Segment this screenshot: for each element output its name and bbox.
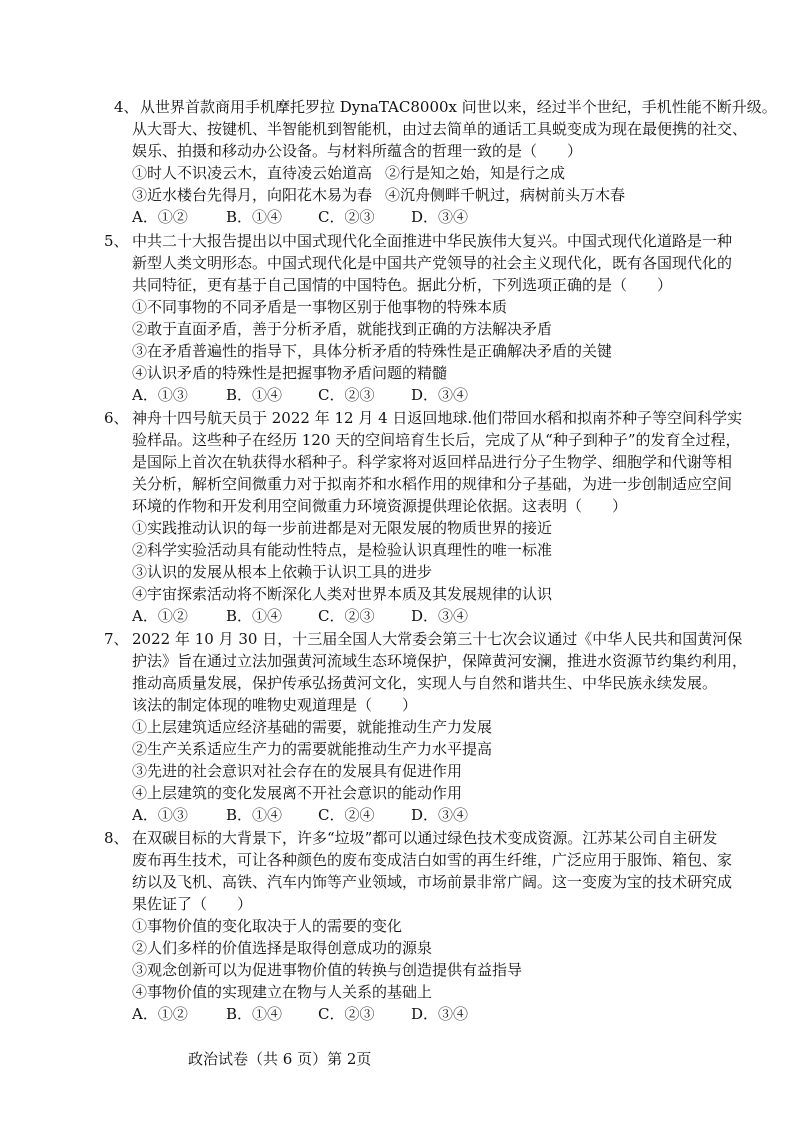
question-stem-line: 护法》旨在通过立法加强黄河流域生态环境保护，保障黄河安澜，推进水资源节约集约利用， (132, 652, 748, 670)
question-stem-line: 从大哥大、按键机、半智能机到智能机，由过去简单的通话工具蜕变成为现在最便携的社交、 (132, 120, 748, 138)
answer-choice-b: B．①④ (226, 1005, 283, 1023)
option-item: ②敢于直面矛盾，善于分析矛盾，就能找到正确的方法解决矛盾 (132, 320, 553, 338)
option-item: ③近水楼台先得月，向阳花木易为春 (132, 186, 373, 204)
question-stem-line: 环境的作物和开发利用空间微重力环境资源提供理论依据。这表明（ ） (132, 497, 628, 515)
question-number: 4、 (114, 98, 139, 116)
option-item: ①不同事物的不同矛盾是一事物区别于他事物的特殊本质 (132, 298, 508, 316)
answer-choice-a: A．①② (132, 1005, 188, 1023)
option-item: ③观念创新可以为促进事物价值的转换与创造提供有益指导 (132, 961, 523, 979)
option-item: ④事物价值的实现建立在物与人关系的基础上 (132, 983, 433, 1001)
question-stem-line: 关分析，解析空间微重力对于拟南芥和水稻作用的规律和分子基础，为进一步创制适应空间 (132, 475, 733, 493)
option-item: ④认识矛盾的特殊性是把握事物矛盾问题的精髓 (132, 364, 448, 382)
question-stem-line: 纺以及飞机、高铁、汽车内饰等产业领域，市场前景非常广阔。这一变废为宝的技术研究成 (132, 873, 733, 891)
answer-choice-c: C．②④ (318, 806, 375, 824)
option-item: ④宇宙探索活动将不断深化人类对世界本质及其发展规律的认识 (132, 585, 553, 603)
answer-choice-b: B．①④ (226, 806, 283, 824)
answer-choice-d: D．③④ (411, 208, 469, 226)
answer-choice-a: A．①② (132, 607, 188, 625)
answer-choices (132, 605, 468, 627)
answer-choices (132, 804, 468, 826)
question-stem-line: 新型人类文明形态。中国式现代化是中国共产党领导的社会主义现代化，既有各国现代化的 (132, 254, 733, 272)
question-number: 7、 (104, 630, 129, 648)
answer-choices (132, 384, 468, 406)
question-stem-line: 废布再生技术，可让各种颜色的废布变成洁白如雪的再生纤维，广泛应用于服饰、箱包、家 (132, 851, 733, 869)
option-item: ①事物价值的变化取决于人的需要的变化 (132, 917, 403, 935)
option-item: ③认识的发展从根本上依赖于认识工具的进步 (132, 563, 433, 581)
page-footer: 政治试卷（共 6 页）第 2页 (188, 1050, 372, 1068)
answer-choice-d: D．③④ (411, 607, 469, 625)
question-stem-line: 该法的制定体现的唯物史观道理是（ ） (132, 696, 418, 714)
answer-choice-b: B．①④ (226, 386, 283, 404)
answer-choice-b: B．①④ (226, 208, 283, 226)
answer-choices (132, 1003, 468, 1025)
option-item: ①上层建筑适应经济基础的需要，就能推动生产力发展 (132, 718, 493, 736)
option-item: ②生产关系适应生产力的需要就能推动生产力水平提高 (132, 740, 493, 758)
question-stem-line: 中共二十大报告提出以中国式现代化全面推进中华民族伟大复兴。中国式现代化道路是一种 (132, 232, 733, 250)
question-number: 6、 (104, 409, 129, 427)
question-number: 5、 (104, 232, 129, 250)
option-item: ①时人不识凌云木，直待凌云始道高 (132, 164, 373, 182)
answer-choice-b: B．①④ (226, 607, 283, 625)
option-item: ④上层建筑的变化发展离不开社会意识的能动作用 (132, 784, 463, 802)
answer-choice-c: C．②③ (318, 607, 375, 625)
answer-choice-a: A．①③ (132, 386, 188, 404)
answer-choice-a: A．①③ (132, 806, 188, 824)
answer-choice-c: C．②③ (318, 208, 375, 226)
option-item: ④沉舟侧畔千帆过，病树前头万木春 (385, 186, 626, 204)
question-number: 8、 (104, 829, 129, 847)
answer-choice-d: D．③④ (411, 806, 469, 824)
option-item: ②行是知之始，知是行之成 (385, 164, 566, 182)
answer-choice-c: C．②③ (318, 386, 375, 404)
question-stem-line: 果佐证了（ ） (132, 895, 253, 913)
option-item: ①实践推动认识的每一步前进都是对无限发展的物质世界的接近 (132, 519, 553, 537)
question-stem-line: 从世界首款商用手机摩托罗拉 DynaTAC8000x 问世以来，经过半个世纪，手机性能不断升级。 (140, 98, 777, 116)
answer-choice-d: D．③④ (411, 386, 469, 404)
question-stem-line: 神舟十四号航天员于 2022 年 12 月 4 日返回地球.他们带回水稻和拟南芥种子等空间科学实 (132, 409, 743, 427)
option-item: ②人们多样的价值选择是取得创意成功的源泉 (132, 939, 433, 957)
answer-choice-c: C．②③ (318, 1005, 375, 1023)
question-stem-line: 2022 年 10 月 30 日，十三届全国人大常委会第三十七次会议通过《中华人民共和国黄河保 (132, 630, 743, 648)
question-stem-line: 推动高质量发展，保护传承弘扬黄河文化，实现人与自然和谐共生、中华民族永续发展。 (132, 674, 718, 692)
answer-choices (132, 206, 468, 228)
answer-choice-d: D．③④ (411, 1005, 469, 1023)
question-stem-line: 娱乐、拍摄和移动办公设备。与材料所蕴含的哲理一致的是（ ） (132, 142, 583, 160)
option-item: ②科学实验活动具有能动性特点，是检验认识真理性的唯一标准 (132, 541, 553, 559)
option-item: ③在矛盾普遍性的指导下，具体分析矛盾的特殊性是正确解决矛盾的关键 (132, 342, 613, 360)
option-item: ③先进的社会意识对社会存在的发展具有促进作用 (132, 762, 463, 780)
question-stem-line: 共同特征，更有基于自己国情的中国特色。据此分析，下列选项正确的是（ ） (132, 276, 673, 294)
answer-choice-a: A．①② (132, 208, 188, 226)
question-stem-line: 在双碳目标的大背景下，许多“垃圾”都可以通过绿色技术变成资源。江苏某公司自主研发 (132, 829, 718, 847)
question-stem-line: 验样品。这些种子在经历 120 天的空间培育生长后，完成了从“种子到种子”的发育全过程， (132, 431, 741, 449)
question-stem-line: 是国际上首次在轨获得水稻种子。科学家将对返回样品进行分子生物学、细胞学和代谢等相 (132, 453, 733, 471)
